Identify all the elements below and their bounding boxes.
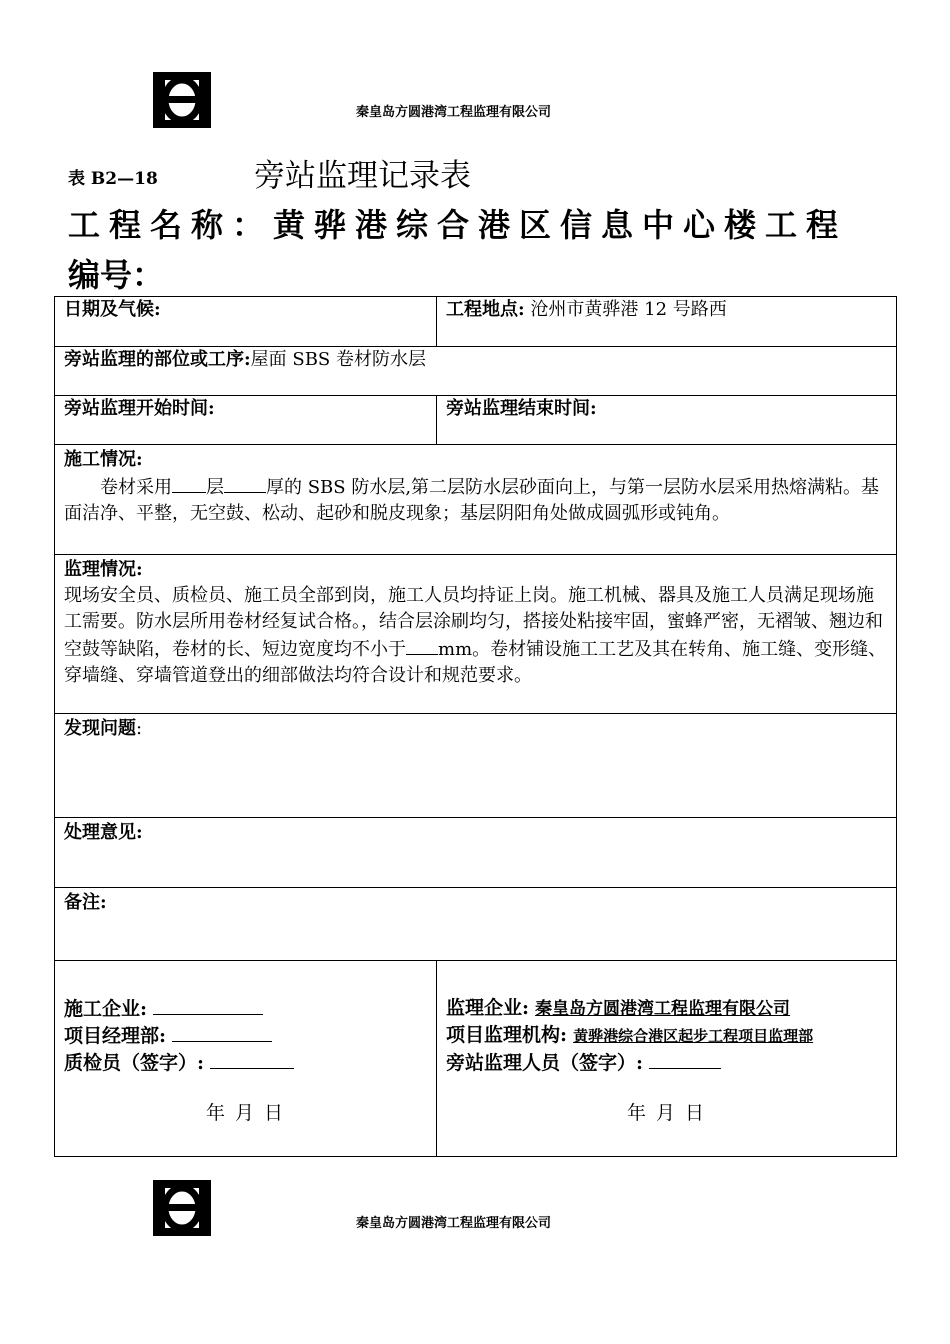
supervisor-sign-cell	[437, 961, 897, 1157]
form-number: 表 B2—18	[68, 169, 158, 189]
page-title: 旁站监理记录表	[254, 158, 471, 194]
supervision-cell	[55, 555, 897, 714]
date-weather-cell	[55, 297, 437, 347]
contractor-label: 施工企业:	[64, 998, 148, 1020]
company-logo-icon	[153, 72, 211, 128]
location-value: 沧州市黄骅港 12 号路西	[530, 299, 727, 320]
company-name-header: 秦皇岛方圆港湾工程监理有限公司	[356, 105, 552, 120]
contractor-sign-cell	[55, 961, 437, 1157]
supervision-text: 现场安全员、质检员、施工员全部到岗，施工人员均持证上岗。施工机械、器具及施工人员满足现场施工需要。防水层所用卷材经复试合格。，结合层涂刷均匀，搭接处粘接牢固，蜜蜂严密，无褶皱、翘边和空鼓等缺陷，卷材的长、短边宽度均不小于 mm。卷材铺设施工工艺及其在转角、施工缝、变形缝、穿墙缝、穿墙管道登出的细部做法均符合设计和规范要求。	[64, 585, 887, 686]
end-time-label: 旁站监理结束时间:	[446, 398, 597, 419]
qc-label: 质检员（签字）:	[64, 1052, 205, 1074]
table-row	[55, 888, 897, 961]
pm-line	[64, 1022, 427, 1049]
location-label: 工程地点:	[446, 299, 525, 320]
date-right: 年 月 日	[626, 1102, 707, 1124]
table-row	[55, 445, 897, 555]
date-weather-label: 日期及气候:	[64, 299, 161, 320]
problems-label: 发现问题	[64, 718, 136, 739]
supervisor-label: 监理企业:	[446, 997, 530, 1019]
construction-text: 卷材采用 层 厚的 SBS 防水层,第二层防水层砂面向上，与第一层防水层采用热熔满粘。基面洁净、平整，无空鼓、松动、起砂和脱皮现象；基层阴阳角处做成圆弧形或钝角。	[64, 473, 887, 527]
table-row	[55, 714, 897, 818]
blank-line	[172, 473, 206, 493]
record-table	[54, 296, 897, 1157]
opinion-label: 处理意见:	[64, 822, 143, 843]
location-cell	[437, 297, 897, 347]
table-row	[55, 297, 897, 347]
construction-label: 施工情况:	[64, 449, 143, 470]
remarks-cell	[55, 888, 897, 961]
table-row	[55, 961, 897, 1157]
agency-value: 黄骅港综合港区起步工程项目监理部	[573, 1027, 814, 1045]
blank-line	[406, 635, 438, 655]
blank-line	[224, 473, 266, 493]
contractor-signature-field[interactable]	[153, 995, 263, 1015]
company-name-footer: 秦皇岛方圆港湾工程监理有限公司	[356, 1216, 552, 1231]
construction-cell	[55, 445, 897, 555]
pm-signature-field[interactable]	[172, 1022, 272, 1042]
onsite-signature-field[interactable]	[649, 1049, 721, 1069]
start-time-cell	[55, 396, 437, 445]
number-line: 编号：	[68, 256, 165, 294]
agency-line	[446, 1022, 887, 1049]
pm-label: 项目经理部:	[64, 1025, 167, 1047]
qc-line	[64, 1049, 427, 1076]
supervisor-line	[446, 995, 887, 1022]
problems-cell	[55, 714, 897, 818]
agency-label: 项目监理机构:	[446, 1024, 568, 1046]
problems-colon: :	[136, 718, 143, 739]
onsite-label: 旁站监理人员（签字）:	[446, 1052, 644, 1074]
table-row	[55, 818, 897, 888]
remarks-label: 备注:	[64, 892, 107, 913]
opinion-cell	[55, 818, 897, 888]
company-logo-icon	[153, 1180, 211, 1236]
part-label: 旁站监理的部位或工序:	[64, 349, 251, 370]
qc-signature-field[interactable]	[210, 1049, 294, 1069]
table-row	[55, 396, 897, 445]
supervision-label: 监理情况:	[64, 559, 143, 580]
part-cell	[55, 347, 897, 396]
table-row	[55, 347, 897, 396]
supervisor-value: 秦皇岛方圆港湾工程监理有限公司	[535, 999, 791, 1019]
part-value: 屋面 SBS 卷材防水层	[250, 349, 426, 370]
end-time-cell	[437, 396, 897, 445]
onsite-line	[446, 1049, 887, 1076]
date-left: 年 月 日	[205, 1102, 286, 1124]
table-row	[55, 555, 897, 714]
start-time-label: 旁站监理开始时间:	[64, 398, 215, 419]
project-name-line: 工程名称：黄骅港综合港区信息中心楼工程	[68, 206, 848, 244]
contractor-line	[64, 995, 427, 1022]
